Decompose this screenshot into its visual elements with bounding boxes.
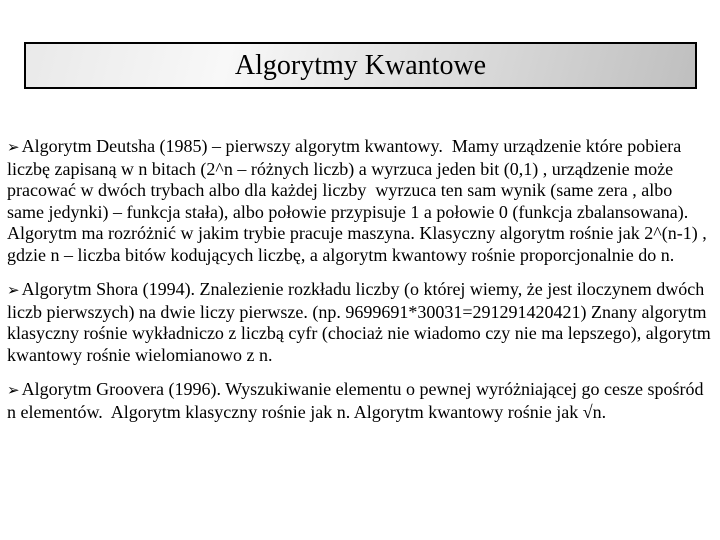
arrow-bullet-icon: ➢ xyxy=(7,138,20,156)
arrow-bullet-icon: ➢ xyxy=(7,281,20,299)
paragraph-text-shor: Algorytm Shora (1994). Znalezienie rozkładu liczby (o której wiemy, że jest iloczynem dwóch liczb pierwszych) na dwie liczy pierwsze. (np. 9699691*30031=291291420421) Znany algorytm klasyczny rośnie wykładniczo z liczbą cyfr (chociaż nie wiadomo czy nie ma lepszego), algorytm kwantowy rośnie wielomianowo z n. xyxy=(7,279,716,365)
arrow-bullet-icon: ➢ xyxy=(7,381,20,399)
slide-body xyxy=(7,136,716,436)
paragraph-text-deutsch: Algorytm Deutsha (1985) – pierwszy algorytm kwantowy. Mamy urządzenie które pobiera liczbę zapisaną w n bitach (2^n – różnych liczb) a wyrzuca jeden bit (0,1) , urządzenie może pracować w dwóch trybach albo dla każdej liczby wyrzuca ten sam wynik (same zera , albo same jedynki) – funkcja stała), albo połowie przypisuje 1 a połowie 0 (funkcja zbalansowana). Algorytm ma rozróżnić w jakim trybie pracuje maszyna. Klasyczny algorytm rośnie jak 2^(n-1) , gdzie n – liczba bitów kodujących liczbę, a algorytm kwantowy rośnie proporcjonalnie do n. xyxy=(7,136,712,265)
paragraph-text-grover: Algorytm Groovera (1996). Wyszukiwanie elementu o pewnej wyróżniającej go cesze spośród n elementów. Algorytm klasyczny rośnie jak n. Algorytm kwantowy rośnie jak √n. xyxy=(7,379,708,422)
slide-title: Algorytmy Kwantowe xyxy=(234,49,487,81)
bullet-paragraph-deutsch xyxy=(7,136,713,266)
bullet-paragraph-shor xyxy=(7,279,716,366)
title-banner xyxy=(24,42,697,89)
bullet-paragraph-grover xyxy=(7,379,713,423)
